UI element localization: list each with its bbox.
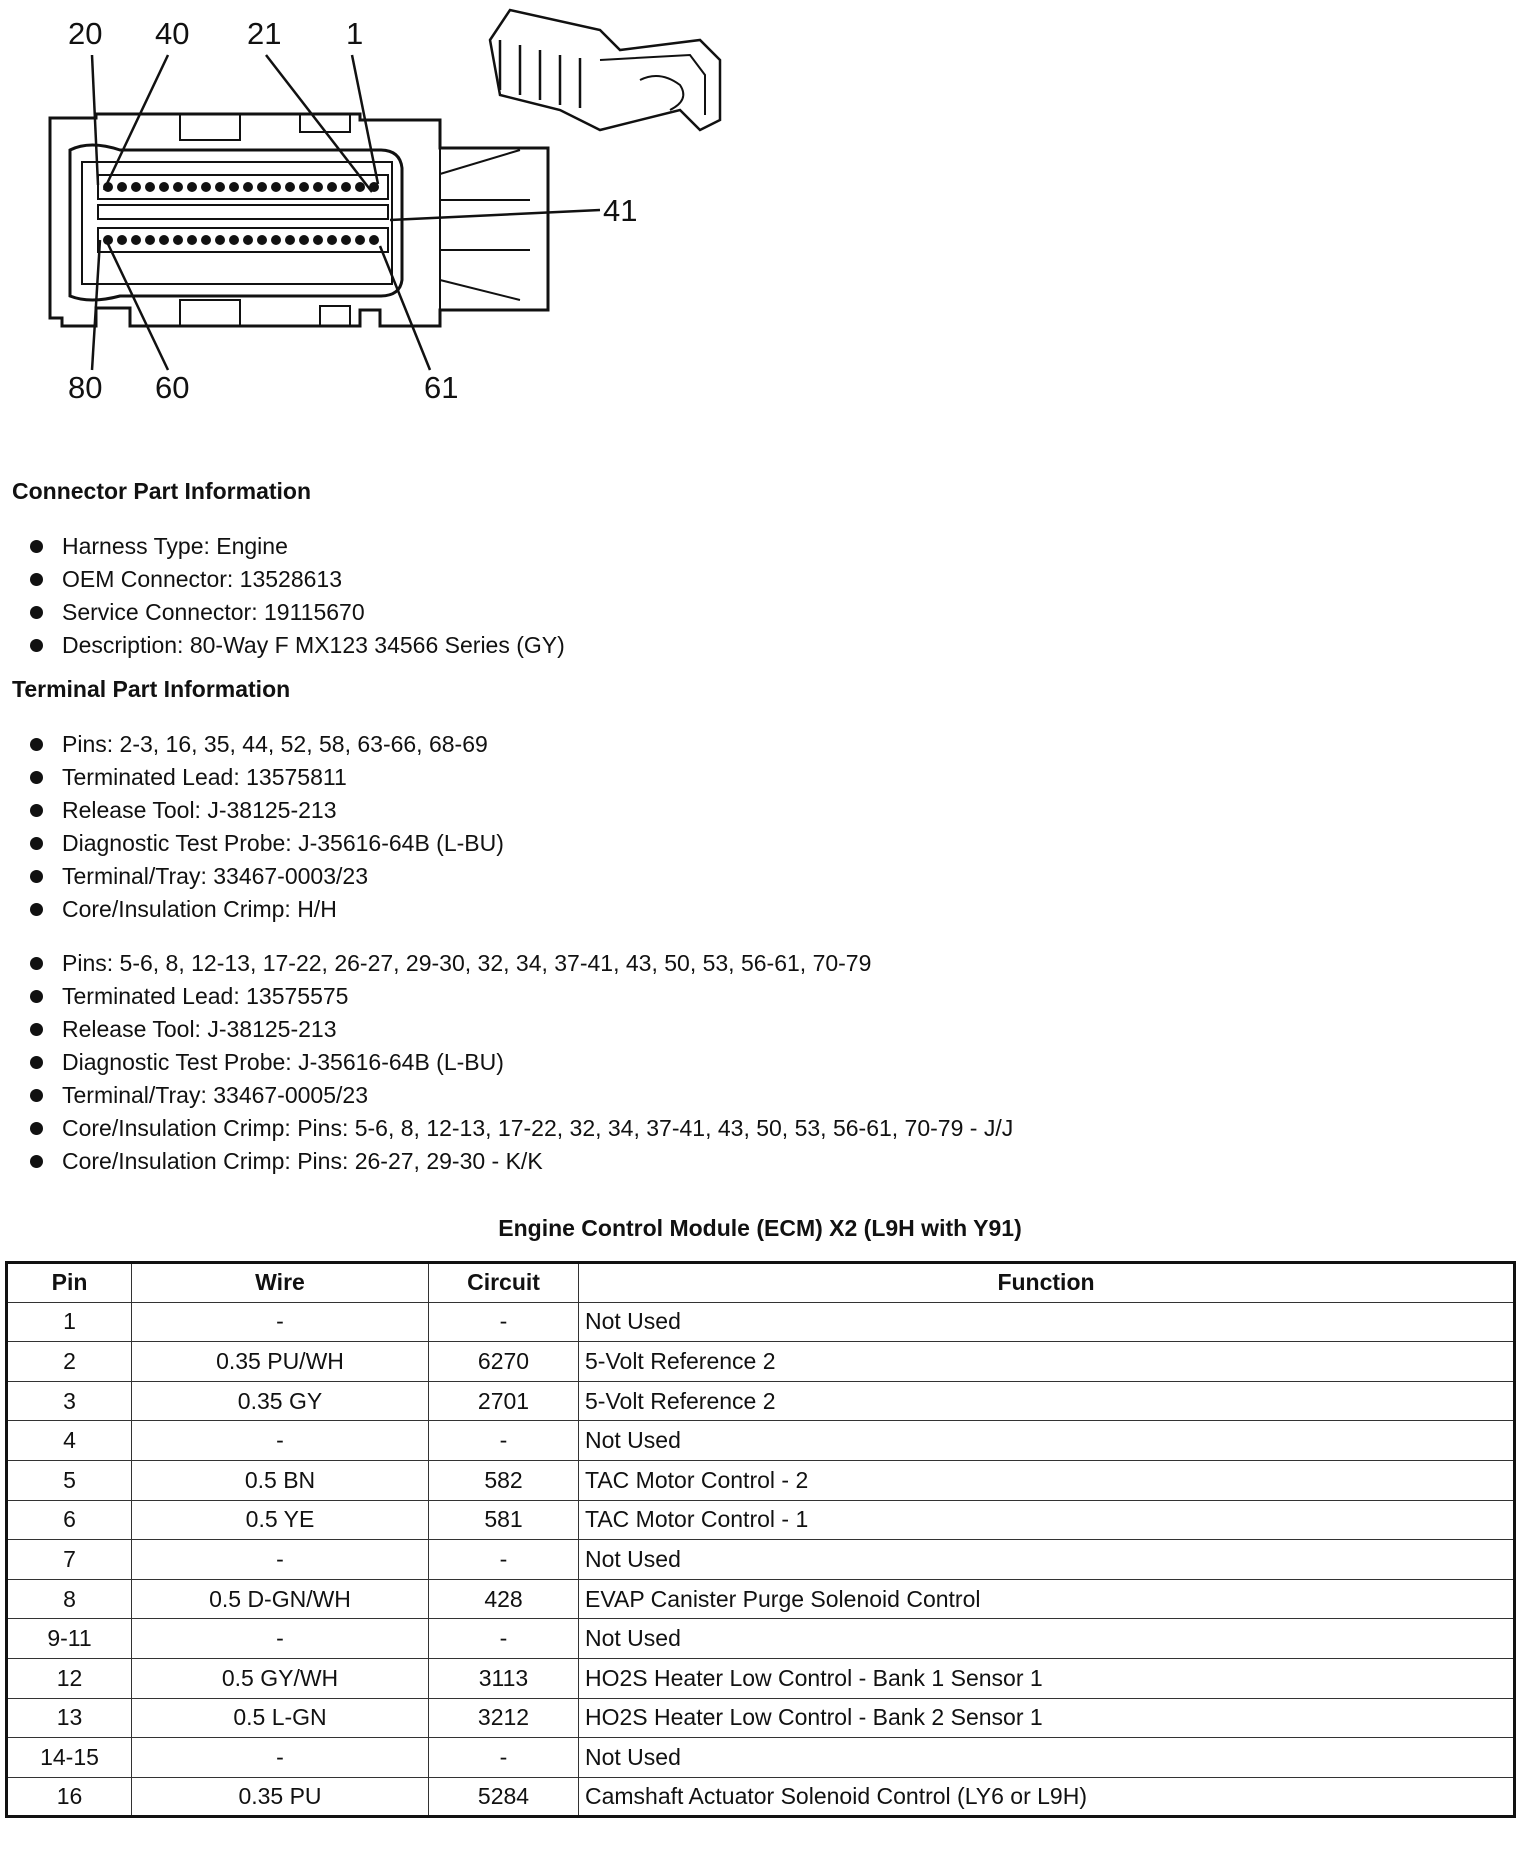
cell-circuit: 2701 <box>429 1381 579 1421</box>
cell-wire: - <box>132 1619 429 1659</box>
cell-wire: - <box>132 1421 429 1461</box>
pin-label-1: 1 <box>346 16 364 51</box>
connector-diagram <box>0 0 1520 420</box>
list-item: Release Tool: J-38125-213 <box>30 794 504 827</box>
list-item: Pins: 5-6, 8, 12-13, 17-22, 26-27, 29-30, 32, 34, 37-41, 43, 50, 53, 56-61, 70-79 <box>30 947 1013 980</box>
table-row <box>7 1302 1515 1342</box>
cell-function: HO2S Heater Low Control - Bank 2 Sensor 1 <box>579 1698 1515 1738</box>
header-circuit: Circuit <box>429 1263 579 1303</box>
cell-pin: 8 <box>7 1579 132 1619</box>
header-pin: Pin <box>7 1263 132 1303</box>
pin-label-41: 41 <box>603 193 638 228</box>
cell-circuit: 6270 <box>429 1342 579 1382</box>
table-row <box>7 1619 1515 1659</box>
cell-pin: 9-11 <box>7 1619 132 1659</box>
pin-label-21: 21 <box>247 16 282 51</box>
pin-label-20: 20 <box>68 16 103 51</box>
pin-label-80: 80 <box>68 370 103 405</box>
list-item: OEM Connector: 13528613 <box>30 563 565 596</box>
connector-info-list <box>30 530 565 662</box>
cell-circuit: 3212 <box>429 1698 579 1738</box>
cell-pin: 4 <box>7 1421 132 1461</box>
table-row <box>7 1500 1515 1540</box>
cell-function: Not Used <box>579 1421 1515 1461</box>
list-item: Terminated Lead: 13575575 <box>30 980 1013 1013</box>
list-item: Service Connector: 19115670 <box>30 596 565 629</box>
cell-circuit: 582 <box>429 1460 579 1500</box>
pin-label-61: 61 <box>424 370 459 405</box>
cell-circuit: - <box>429 1540 579 1580</box>
connector-info-title: Connector Part Information <box>12 478 312 504</box>
list-item: Pins: 2-3, 16, 35, 44, 52, 58, 63-66, 68-69 <box>30 728 504 761</box>
terminal-info-title: Terminal Part Information <box>12 676 291 702</box>
list-item: Diagnostic Test Probe: J-35616-64B (L-BU) <box>30 827 504 860</box>
cell-function: TAC Motor Control - 2 <box>579 1460 1515 1500</box>
table-row <box>7 1658 1515 1698</box>
list-item: Diagnostic Test Probe: J-35616-64B (L-BU) <box>30 1046 1013 1079</box>
list-item: Core/Insulation Crimp: Pins: 5-6, 8, 12-13, 17-22, 32, 34, 37-41, 43, 50, 53, 56-61, 70-79 - J/J <box>30 1112 1013 1145</box>
cell-wire: 0.5 BN <box>132 1460 429 1500</box>
table-row <box>7 1698 1515 1738</box>
table-row <box>7 1540 1515 1580</box>
list-item: Terminal/Tray: 33467-0005/23 <box>30 1079 1013 1112</box>
cell-wire: 0.5 D-GN/WH <box>132 1579 429 1619</box>
cell-function: TAC Motor Control - 1 <box>579 1500 1515 1540</box>
cell-wire: 0.35 PU <box>132 1777 429 1817</box>
pinout-table <box>5 1261 1516 1818</box>
cell-circuit: - <box>429 1619 579 1659</box>
list-item: Harness Type: Engine <box>30 530 565 563</box>
list-item: Terminal/Tray: 33467-0003/23 <box>30 860 504 893</box>
cell-circuit: 3113 <box>429 1658 579 1698</box>
connector-drawing <box>0 0 760 420</box>
cell-wire: - <box>132 1738 429 1778</box>
header-function: Function <box>579 1263 1515 1303</box>
cell-wire: 0.35 PU/WH <box>132 1342 429 1382</box>
cell-wire: 0.5 GY/WH <box>132 1658 429 1698</box>
cell-pin: 14-15 <box>7 1738 132 1778</box>
cell-function: 5-Volt Reference 2 <box>579 1342 1515 1382</box>
cell-pin: 3 <box>7 1381 132 1421</box>
list-item: Release Tool: J-38125-213 <box>30 1013 1013 1046</box>
cell-circuit: 581 <box>429 1500 579 1540</box>
table-row <box>7 1777 1515 1817</box>
cell-pin: 13 <box>7 1698 132 1738</box>
cell-pin: 5 <box>7 1460 132 1500</box>
cell-pin: 7 <box>7 1540 132 1580</box>
cell-function: 5-Volt Reference 2 <box>579 1381 1515 1421</box>
pin-label-60: 60 <box>155 370 190 405</box>
table-row <box>7 1738 1515 1778</box>
cell-function: EVAP Canister Purge Solenoid Control <box>579 1579 1515 1619</box>
cell-wire: - <box>132 1540 429 1580</box>
terminal-info-list-1 <box>30 728 504 926</box>
cell-circuit: - <box>429 1421 579 1461</box>
cell-function: Camshaft Actuator Solenoid Control (LY6 or L9H) <box>579 1777 1515 1817</box>
table-row <box>7 1381 1515 1421</box>
cell-circuit: - <box>429 1738 579 1778</box>
cell-pin: 12 <box>7 1658 132 1698</box>
cell-circuit: 5284 <box>429 1777 579 1817</box>
cell-function: HO2S Heater Low Control - Bank 1 Sensor 1 <box>579 1658 1515 1698</box>
table-caption: Engine Control Module (ECM) X2 (L9H with Y91) <box>498 1215 1022 1241</box>
cell-wire: 0.5 L-GN <box>132 1698 429 1738</box>
cell-pin: 1 <box>7 1302 132 1342</box>
cell-wire: 0.35 GY <box>132 1381 429 1421</box>
cell-function: Not Used <box>579 1302 1515 1342</box>
table-row <box>7 1460 1515 1500</box>
table-row <box>7 1421 1515 1461</box>
cell-circuit: - <box>429 1302 579 1342</box>
table-row <box>7 1342 1515 1382</box>
list-item: Core/Insulation Crimp: H/H <box>30 893 504 926</box>
cell-function: Not Used <box>579 1738 1515 1778</box>
header-wire: Wire <box>132 1263 429 1303</box>
cell-circuit: 428 <box>429 1579 579 1619</box>
cell-pin: 2 <box>7 1342 132 1382</box>
cell-pin: 6 <box>7 1500 132 1540</box>
cell-wire: 0.5 YE <box>132 1500 429 1540</box>
list-item: Core/Insulation Crimp: Pins: 26-27, 29-30 - K/K <box>30 1145 1013 1178</box>
cell-function: Not Used <box>579 1619 1515 1659</box>
pin-label-40: 40 <box>155 16 190 51</box>
cell-wire: - <box>132 1302 429 1342</box>
cell-function: Not Used <box>579 1540 1515 1580</box>
table-header-row <box>7 1263 1515 1303</box>
list-item: Description: 80-Way F MX123 34566 Series (GY) <box>30 629 565 662</box>
cell-pin: 16 <box>7 1777 132 1817</box>
list-item: Terminated Lead: 13575811 <box>30 761 504 794</box>
table-row <box>7 1579 1515 1619</box>
terminal-info-list-2 <box>30 947 1013 1178</box>
